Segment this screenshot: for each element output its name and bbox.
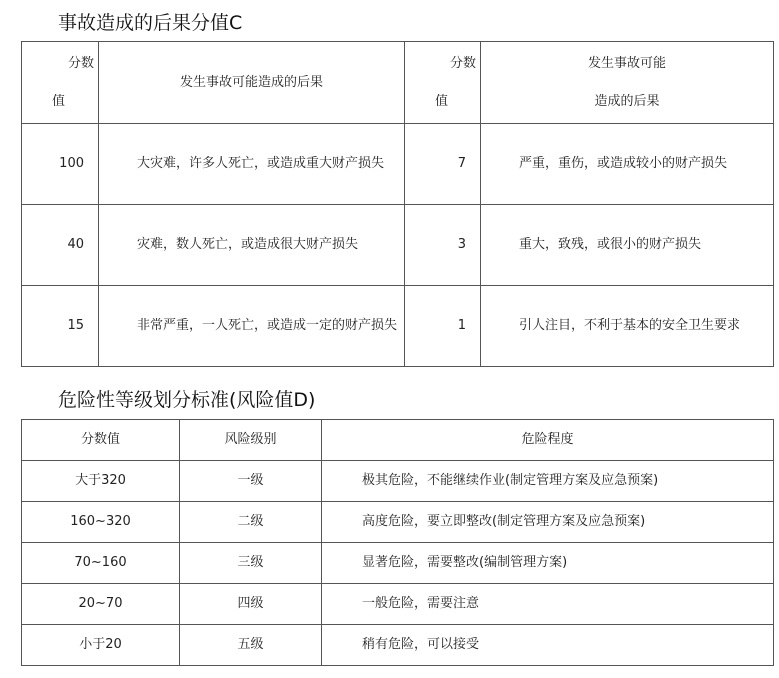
- score-header-cell: [22, 42, 99, 124]
- consequence2-header-line2: 造成的后果: [594, 93, 660, 109]
- score-cell: 20~70: [22, 584, 180, 625]
- table-row: [22, 543, 774, 584]
- consequence2-cell: 引人注目，不利于基本的安全卫生要求: [481, 286, 774, 367]
- consequence-cell: 灾难，数人死亡，或造成很大财产损失: [99, 205, 405, 286]
- level-cell: 二级: [180, 502, 322, 543]
- table-row: [22, 205, 774, 286]
- score-cell: 160~320: [22, 502, 180, 543]
- consequence-table-title: 事故造成的后果分值C: [58, 12, 243, 34]
- table-header-row: [22, 42, 774, 124]
- score-header-top: 分数: [67, 55, 94, 71]
- score-header-bottom: 值: [52, 93, 66, 109]
- score2-header-bottom: 值: [435, 93, 449, 109]
- score-cell: 小于20: [22, 625, 180, 666]
- consequence-header: 发生事故可能造成的后果: [99, 42, 405, 124]
- score-cell: 70~160: [22, 543, 180, 584]
- score-cell: 100: [22, 124, 99, 205]
- score-header: 分数值: [22, 420, 180, 461]
- score-cell: 40: [22, 205, 99, 286]
- risk-level-table-title: 危险性等级划分标准(风险值D): [58, 389, 316, 411]
- degree-header: 危险程度: [322, 420, 774, 461]
- consequence2-cell: 严重，重伤，或造成较小的财产损失: [481, 124, 774, 205]
- table-row: [22, 502, 774, 543]
- consequence2-cell: 重大，致残，或很小的财产损失: [481, 205, 774, 286]
- score-cell: 15: [22, 286, 99, 367]
- degree-cell: 极其危险，不能继续作业(制定管理方案及应急预案): [322, 461, 774, 502]
- consequence-cell: 非常严重，一人死亡，或造成一定的财产损失: [99, 286, 405, 367]
- table-row: [22, 124, 774, 205]
- score2-header-cell: [405, 42, 481, 124]
- score2-cell: 3: [405, 205, 481, 286]
- table-row: [22, 286, 774, 367]
- level-cell: 一级: [180, 461, 322, 502]
- table-row: [22, 625, 774, 666]
- score2-header-top: 分数: [449, 55, 476, 71]
- level-cell: 三级: [180, 543, 322, 584]
- table-row: [22, 584, 774, 625]
- score-cell: 大于320: [22, 461, 180, 502]
- table-header-row: [22, 420, 774, 461]
- consequence2-header-line1: 发生事故可能: [587, 55, 666, 71]
- table-row: [22, 461, 774, 502]
- degree-cell: 一般危险，需要注意: [322, 584, 774, 625]
- level-cell: 五级: [180, 625, 322, 666]
- consequence-cell: 大灾难，许多人死亡，或造成重大财产损失: [99, 124, 405, 205]
- degree-cell: 稍有危险，可以接受: [322, 625, 774, 666]
- degree-cell: 显著危险，需要整改(编制管理方案): [322, 543, 774, 584]
- score2-cell: 1: [405, 286, 481, 367]
- degree-cell: 高度危险，要立即整改(制定管理方案及应急预案): [322, 502, 774, 543]
- risk-level-table: [21, 419, 774, 666]
- level-cell: 四级: [180, 584, 322, 625]
- consequence2-header-cell: [481, 42, 774, 124]
- consequence-score-table: [21, 41, 774, 367]
- score2-cell: 7: [405, 124, 481, 205]
- level-header: 风险级别: [180, 420, 322, 461]
